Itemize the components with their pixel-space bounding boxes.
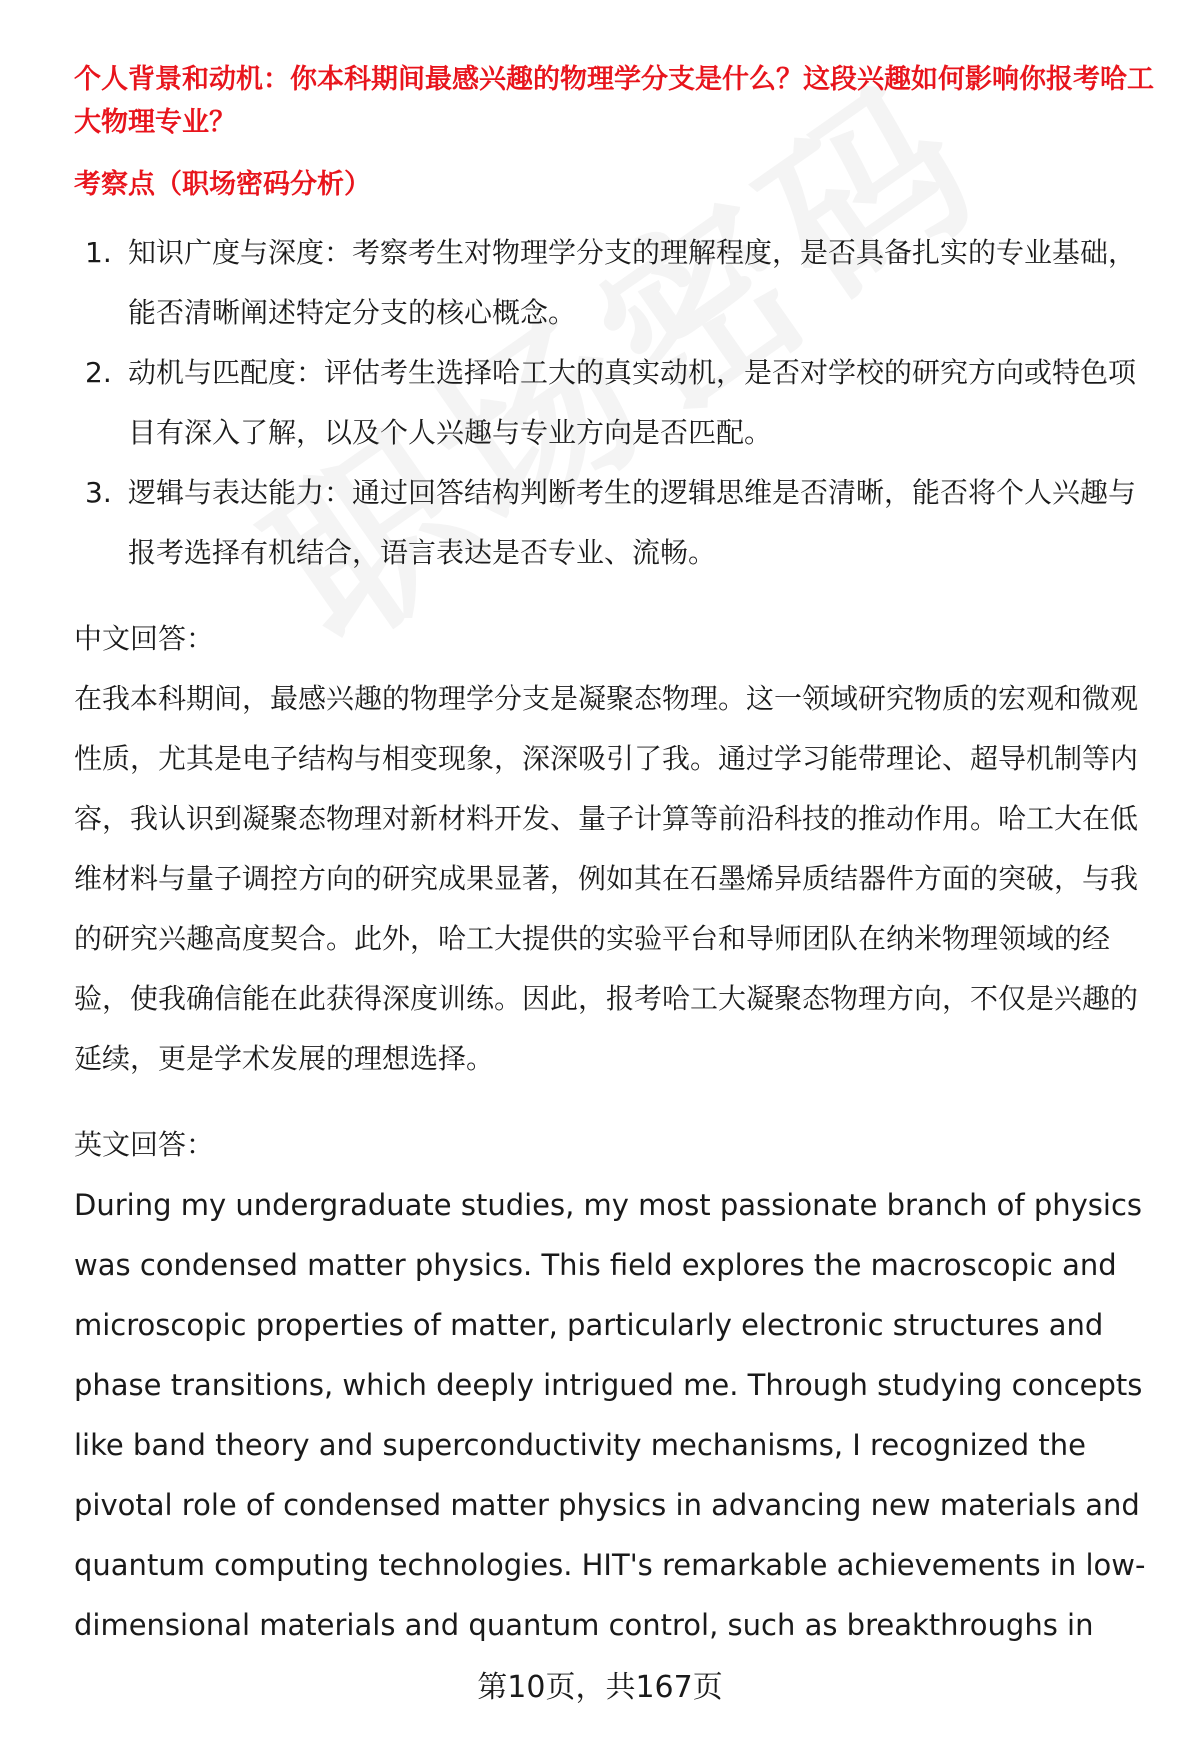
- en-answer-label: 英文回答：: [74, 1128, 215, 1161]
- question-title: 个人背景和动机：你本科期间最感兴趣的物理学分支是什么？这段兴趣如何影响你报考哈工大物理专业？: [74, 64, 1154, 138]
- cn-answer-label: 中文回答：: [74, 622, 215, 655]
- exam-point-item: [74, 463, 1154, 583]
- exam-point-text: 逻辑与表达能力：通过回答结构判断考生的逻辑思维是否清晰，能否将个人兴趣与报考选择有机结合，语言表达是否专业、流畅。: [128, 476, 1137, 569]
- exam-point-text: 知识广度与深度：考察考生对物理学分支的理解程度，是否具备扎实的专业基础，能否清晰阐述特定分支的核心概念。: [128, 236, 1137, 329]
- list-number: 1.: [85, 236, 112, 269]
- document-page: [74, 58, 1154, 1655]
- exam-points-list: [74, 223, 1154, 583]
- en-answer-text: During my undergraduate studies, my most passionate branch of physics was condensed matter physics. This field explores the macroscopic and microscopic properties of matter, particularly electronic structures and phase transitions, which deeply intrigued me. Through studying concepts like band theory and superconductivity mechanisms, I recognized the pivotal role of condensed matter physics in advancing new materials and quantum computing technologies. HIT's remarkable achievements in low-dimensional materials and quantum control, such as breakthroughs in: [74, 1188, 1146, 1642]
- exam-point-item: [74, 223, 1154, 343]
- list-number: 3.: [85, 476, 112, 509]
- exam-point-text: 动机与匹配度：评估考生选择哈工大的真实动机，是否对学校的研究方向或特色项目有深入了解，以及个人兴趣与专业方向是否匹配。: [128, 356, 1137, 449]
- exam-points-title: 考察点（职场密码分析）: [74, 169, 371, 200]
- exam-point-item: [74, 343, 1154, 463]
- cn-answer-text: 在我本科期间，最感兴趣的物理学分支是凝聚态物理。这一领域研究物质的宏观和微观性质，尤其是电子结构与相变现象，深深吸引了我。通过学习能带理论、超导机制等内容，我认识到凝聚态物理对新材料开发、量子计算等前沿科技的推动作用。哈工大在低维材料与量子调控方向的研究成果显著，例如其在石墨烯异质结器件方面的突破，与我的研究兴趣高度契合。此外，哈工大提供的实验平台和导师团队在纳米物理领域的经验，使我确信能在此获得深度训练。因此，报考哈工大凝聚态物理方向，不仅是兴趣的延续，更是学术发展的理想选择。: [74, 682, 1139, 1075]
- page-footer: 第10页，共167页: [477, 1670, 723, 1705]
- list-number: 2.: [85, 356, 112, 389]
